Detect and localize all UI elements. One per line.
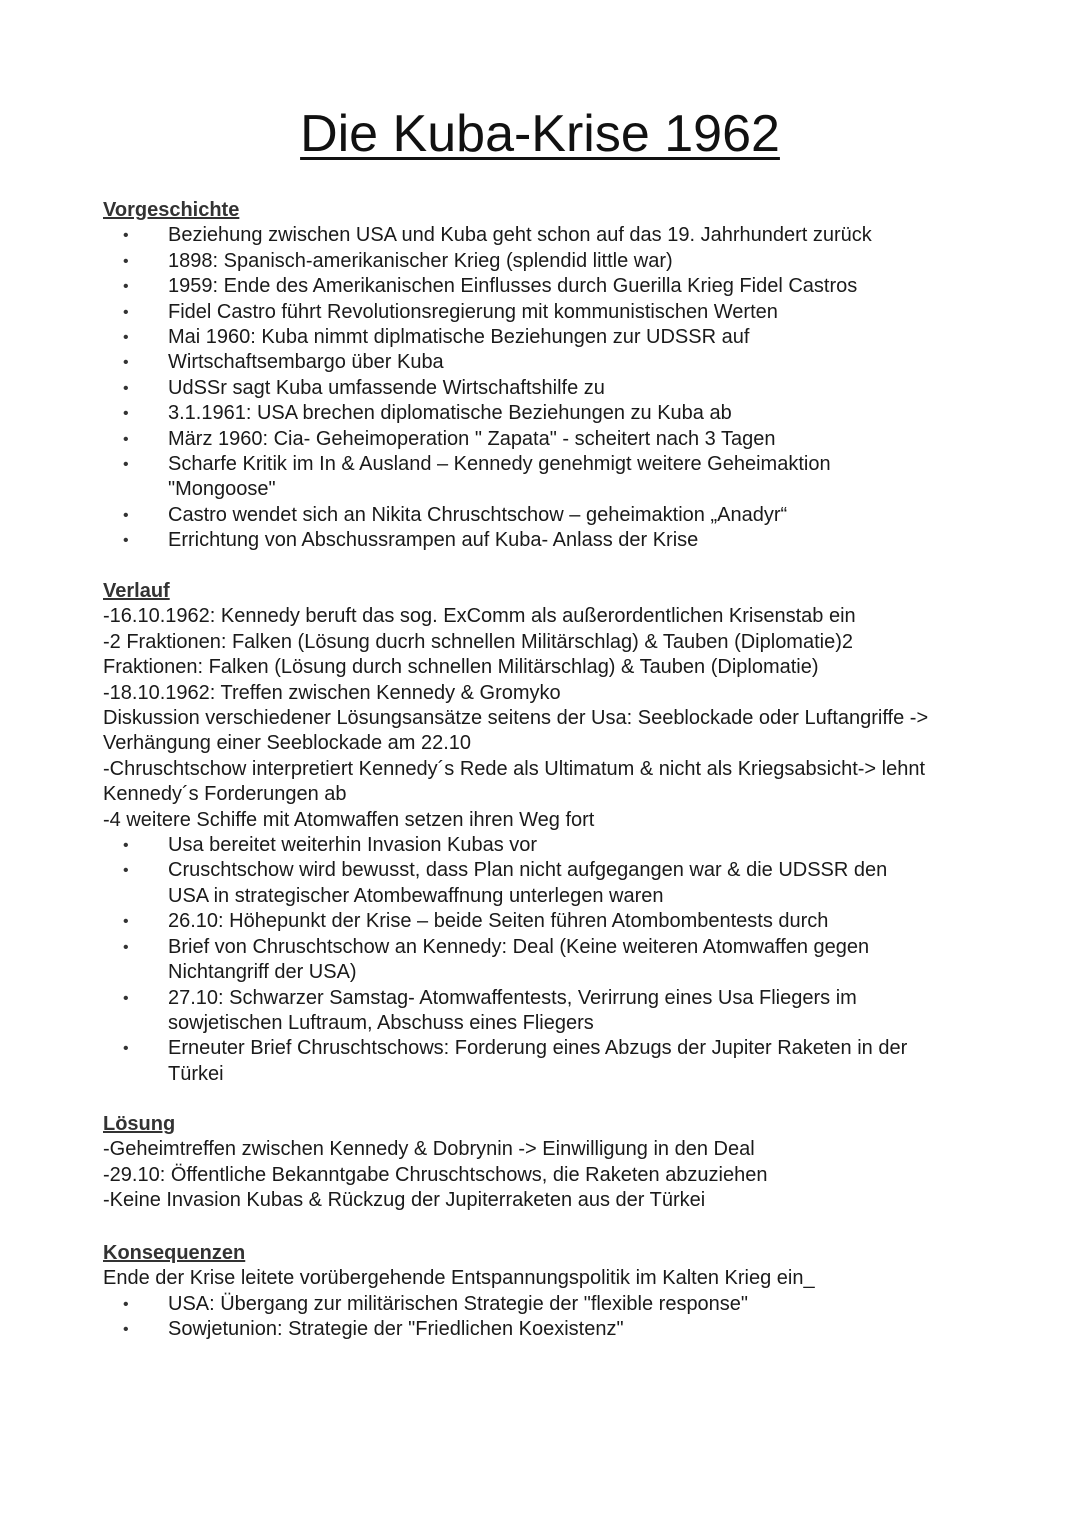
section-heading: Konsequenzen bbox=[103, 1242, 246, 1264]
list-item: • Brief von Chruschtschow an Kennedy: Deal (Keine weiteren Atomwaffen gegen bbox=[103, 935, 1003, 960]
text-line: -29.10: Öffentliche Bekanntgabe Chruschtschows, die Raketen abzuziehen bbox=[103, 1163, 768, 1186]
list-item: • 26.10: Höhepunkt der Krise – beide Seiten führen Atombombentests durch bbox=[103, 909, 1003, 934]
list-item: • Castro wendet sich an Nikita Chruschtschow – geheimaktion „Anadyr“ bbox=[103, 503, 1003, 528]
continuation-text: USA in strategischer Atombewaffnung unterlegen waren bbox=[168, 884, 664, 907]
list-item-continuation bbox=[103, 477, 1003, 502]
section-konsequenzen bbox=[103, 1241, 1003, 1343]
list-item: • Usa bereitet weiterhin Invasion Kubas vor bbox=[103, 833, 1003, 858]
list-item-continuation bbox=[103, 884, 1003, 909]
list-item: • Wirtschaftsembargo über Kuba bbox=[103, 350, 1003, 375]
section-verlauf bbox=[103, 579, 1003, 1087]
continuation-text: Türkei bbox=[168, 1062, 224, 1085]
text-line: Ende der Krise leitete vorübergehende Entspannungspolitik im Kalten Krieg ein_ bbox=[103, 1267, 815, 1290]
text-line: -Chruschtschow interpretiert Kennedy´s Rede als Ultimatum & nicht als Kriegsabsicht-> lehnt bbox=[103, 757, 926, 780]
list-item-continuation bbox=[103, 1011, 1003, 1036]
list-item: • 1898: Spanisch-amerikanischer Krieg (splendid little war) bbox=[103, 249, 1003, 274]
text-line: -18.10.1962: Treffen zwischen Kennedy & Gromyko bbox=[103, 681, 561, 704]
list-item: • USA: Übergang zur militärischen Strategie der "flexible response" bbox=[103, 1292, 1003, 1317]
list-item: • 1959: Ende des Amerikanischen Einflusses durch Guerilla Krieg Fidel Castros bbox=[103, 274, 1003, 299]
text-line: Fraktionen: Falken (Lösung durch schnellen Militärschlag) & Tauben (Diplomatie) bbox=[103, 656, 819, 679]
bullet-list bbox=[103, 223, 1003, 553]
text-line: Kennedy´s Forderungen ab bbox=[103, 783, 347, 806]
list-item: • Cruschtschow wird bewusst, dass Plan nicht aufgegangen war & die UDSSR den bbox=[103, 858, 1003, 883]
list-item: • UdSSr sagt Kuba umfassende Wirtschaftshilfe zu bbox=[103, 376, 1003, 401]
text-line: -Geheimtreffen zwischen Kennedy & Dobrynin -> Einwilligung in den Deal bbox=[103, 1138, 755, 1161]
list-item: • 3.1.1961: USA brechen diplomatische Beziehungen zu Kuba ab bbox=[103, 401, 1003, 426]
list-item: • Errichtung von Abschussrampen auf Kuba- Anlass der Krise bbox=[103, 528, 1003, 553]
text-line: -Keine Invasion Kubas & Rückzug der Jupiterraketen aus der Türkei bbox=[103, 1189, 706, 1212]
continuation-text: Nichtangriff der USA) bbox=[168, 961, 357, 984]
section-vorgeschichte bbox=[103, 198, 1003, 554]
bullet-list bbox=[103, 1292, 1003, 1343]
list-item: • Sowjetunion: Strategie der "Friedlichen Koexistenz" bbox=[103, 1317, 1003, 1342]
list-item: • Erneuter Brief Chruschtschows: Forderung eines Abzugs der Jupiter Raketen in der bbox=[103, 1036, 1003, 1061]
list-item: • Mai 1960: Kuba nimmt diplmatische Beziehungen zur UDSSR auf bbox=[103, 325, 1003, 350]
list-item-continuation bbox=[103, 960, 1003, 985]
text-line: -16.10.1962: Kennedy beruft das sog. ExComm als außerordentlichen Krisenstab ein bbox=[103, 605, 856, 628]
list-item: • Fidel Castro führt Revolutionsregierung mit kommunistischen Werten bbox=[103, 300, 1003, 325]
section-heading: Lösung bbox=[103, 1113, 176, 1135]
text-line: Verhängung einer Seeblockade am 22.10 bbox=[103, 732, 472, 755]
list-item: • 27.10: Schwarzer Samstag- Atomwaffentests, Verirrung eines Usa Fliegers im bbox=[103, 986, 1003, 1011]
text-line: Diskussion verschiedener Lösungsansätze seitens der Usa: Seeblockade oder Luftangriffe -> bbox=[103, 707, 929, 730]
list-item-continuation bbox=[103, 1062, 1003, 1087]
list-item: • Beziehung zwischen USA und Kuba geht schon auf das 19. Jahrhundert zurück bbox=[103, 223, 1003, 248]
continuation-text: sowjetischen Luftraum, Abschuss eines Fliegers bbox=[168, 1011, 594, 1034]
text-line: -2 Fraktionen: Falken (Lösung ducrh schnellen Militärschlag) & Tauben (Diplomatie)2 bbox=[103, 630, 853, 653]
section-heading: Vorgeschichte bbox=[103, 199, 240, 221]
section-loesung bbox=[103, 1112, 1003, 1214]
continuation-text: "Mongoose" bbox=[168, 478, 276, 501]
page-title: Die Kuba-Krise 1962 bbox=[300, 105, 780, 163]
list-item: • März 1960: Cia- Geheimoperation " Zapata" - scheitert nach 3 Tagen bbox=[103, 427, 1003, 452]
text-line: -4 weitere Schiffe mit Atomwaffen setzen ihren Weg fort bbox=[103, 808, 595, 831]
list-item: • Scharfe Kritik im In & Ausland – Kennedy genehmigt weitere Geheimaktion bbox=[103, 452, 1003, 477]
bullet-list bbox=[103, 833, 1003, 1087]
section-heading: Verlauf bbox=[103, 580, 170, 602]
